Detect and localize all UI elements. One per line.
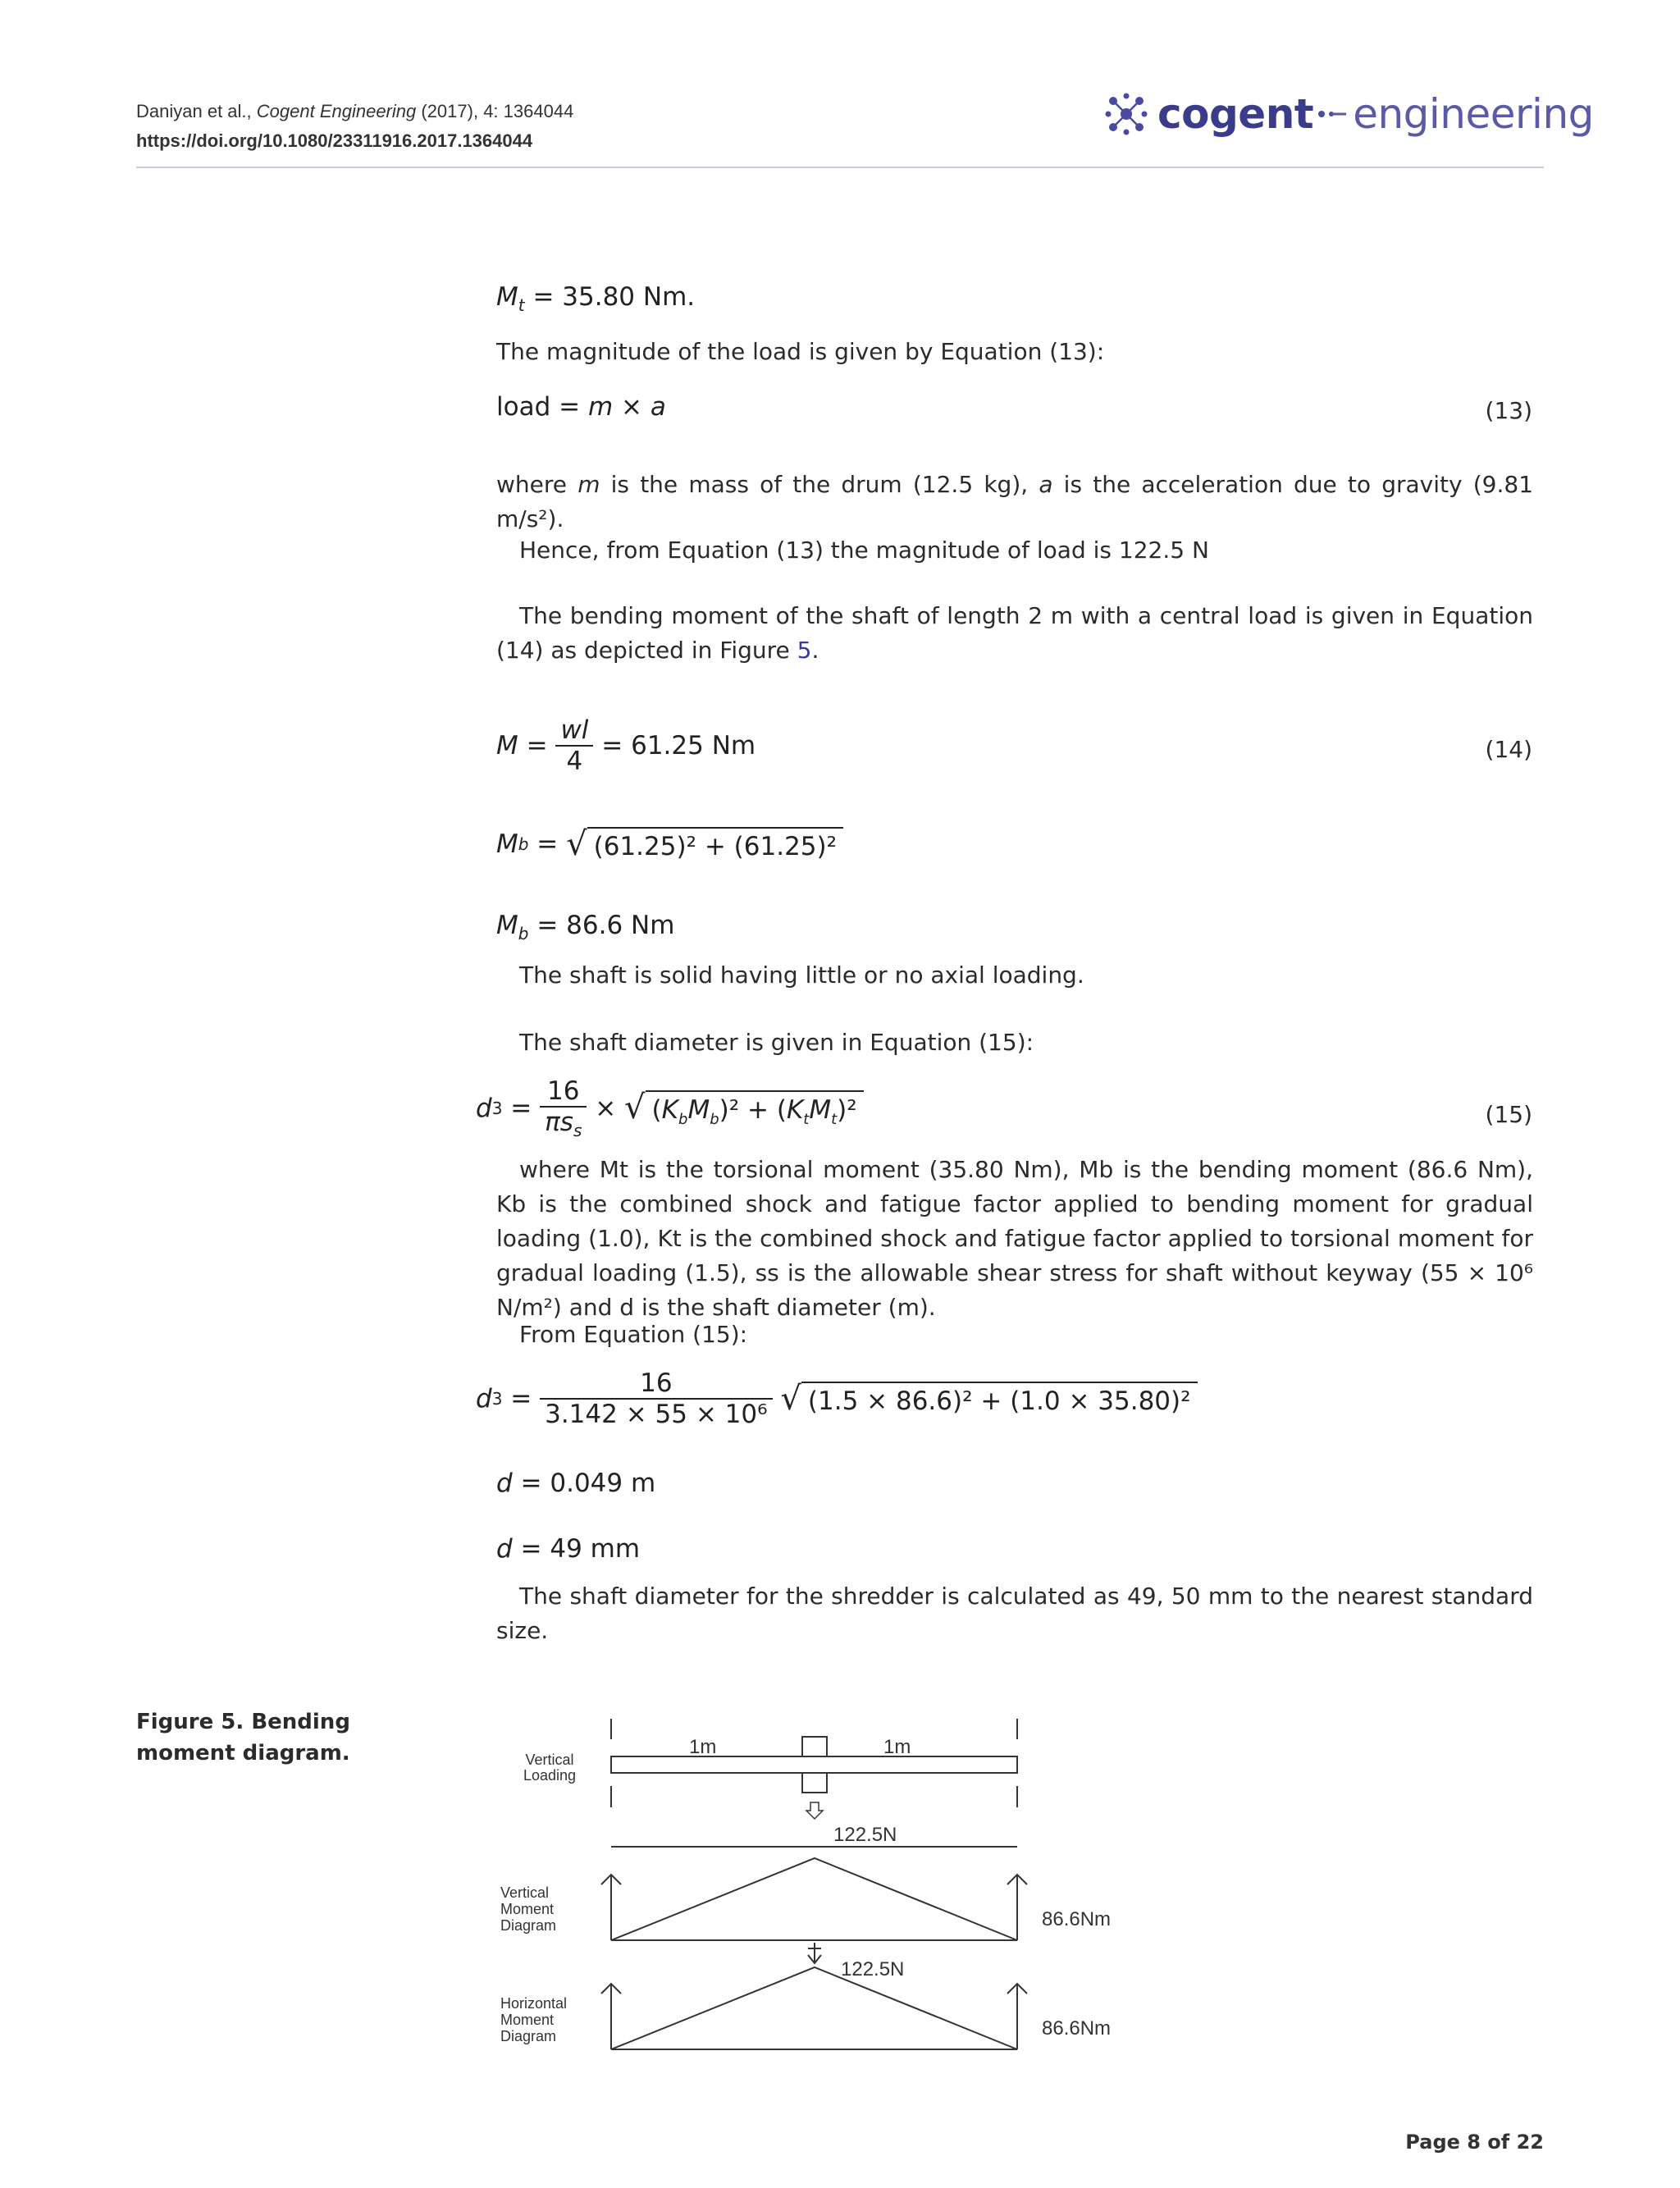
paragraph-final: The shaft diameter for the shredder is calculated as 49, 50 mm to the nearest standard size. [496, 1583, 1533, 1644]
header-rule [136, 167, 1544, 168]
running-header [136, 97, 573, 156]
equation-15: d 3 = $\frac{16}{\pi s_s}$ × √ $(K_bM_b)^2 + (K_tM_t)^2$ [476, 1076, 864, 1140]
figure-5-caption: Figure 5. Bending moment diagram. [136, 1710, 350, 1765]
label-vmd-1: Vertical [500, 1884, 550, 1901]
equation-mb-sqrt: M b = √ (61.25)² + (61.25)² [496, 825, 843, 863]
journal-logo [1103, 85, 1594, 143]
label-moment-1: 86.6Nm [1042, 1908, 1112, 1930]
equation-14: M = $\frac{wl}{4}$ = 61.25 Nm [496, 715, 756, 776]
logo-word-engineering: engineering [1353, 90, 1594, 138]
label-load-2: 122.5N [841, 1958, 905, 1980]
label-vmd-2: Moment [500, 1901, 555, 1917]
hub-top [802, 1737, 827, 1756]
figure-5-link[interactable]: 5 [797, 637, 812, 664]
label-1m-left: 1m [689, 1736, 717, 1758]
equation-13: load = m × a [496, 392, 666, 422]
paragraph-shaft-solid: The shaft is solid having little or no axial loading. [519, 962, 1084, 989]
label-vertical-loading-2: Loading [523, 1767, 577, 1784]
label-load-1: 122.5N [833, 1824, 897, 1846]
equation-calculation: d 3 = $\frac{16}{\text{3.142 × 55 × 10⁶}}$ √ (1.5 × 86.6)² + (1.0 × 35.80)² [476, 1368, 1198, 1429]
equation-15-number: (15) [1485, 1101, 1532, 1128]
label-hmd-2: Moment [500, 2012, 555, 2028]
citation-line: Daniyan et al., Cogent Engineering (2017), 4: 1364044 [136, 101, 574, 121]
logo-connector-icon [1317, 106, 1349, 122]
horizontal-moment-triangle [611, 1967, 1017, 2049]
page-number: Page 8 of 22 [1405, 2131, 1544, 2154]
doi-link[interactable]: https://doi.org/10.1080/23311916.2017.1364044 [136, 130, 533, 151]
label-vertical-loading-1: Vertical [525, 1752, 574, 1768]
label-hmd-3: Diagram [500, 2028, 557, 2044]
equation-14-number: (14) [1485, 736, 1532, 763]
equation-mb-result: $M_b = 86.6$ Nm [496, 911, 675, 944]
paragraph-from-15: From Equation (15): [519, 1321, 748, 1348]
equation-d-mm: d = 49 mm [496, 1534, 641, 1564]
vertical-moment-triangle [611, 1858, 1017, 1940]
load-arrow-icon [806, 1802, 823, 1819]
molecule-icon [1103, 91, 1149, 137]
shaft-rect [611, 1756, 1017, 1773]
paragraph-where-m: where m is the mass of the drum (12.5 kg), a is the acceleration due to gravity (9.81 m/s²). [496, 471, 1534, 532]
equation-d-meters: d = 0.049 m [496, 1469, 656, 1498]
label-moment-2: 86.6Nm [1042, 2017, 1112, 2040]
label-hmd-1: Horizontal [500, 1995, 568, 2012]
mt-result-equation: $M_t = 35.80$ Nm. [496, 282, 696, 316]
logo-word-cogent: cogent [1157, 90, 1314, 138]
paragraph-diameter-intro: The shaft diameter is given in Equation (15): [519, 1029, 1034, 1056]
paragraph-hence: Hence, from Equation (13) the magnitude of load is 122.5 N [519, 537, 1209, 564]
hub-bottom [802, 1773, 827, 1793]
paragraph-where-mt: where Mt is the torsional moment (35.80 Nm), Mb is the bending moment (86.6 Nm), Kb is the combined shock and fatigue factor applied to bending moment for gradual loading (1.0), Kt is the combined shock and fatigue factor applied to torsional moment for gradual loading (1.5), ss is the allowable shear stress for shaft without keyway (55 × 10⁶ N/m²) and d is the shaft diameter (m). [496, 1156, 1533, 1321]
bending-moment-diagram [492, 1711, 1148, 2055]
paragraph-load-intro: The magnitude of the load is given by Equation (13): [496, 338, 1105, 365]
equation-13-number: (13) [1485, 397, 1532, 424]
paragraph-bending-moment: The bending moment of the shaft of length 2 m with a central load is given in Equation (14) as depicted in Figure 5. [496, 602, 1533, 664]
label-vmd-3: Diagram [500, 1917, 557, 1934]
label-1m-right: 1m [883, 1736, 911, 1758]
